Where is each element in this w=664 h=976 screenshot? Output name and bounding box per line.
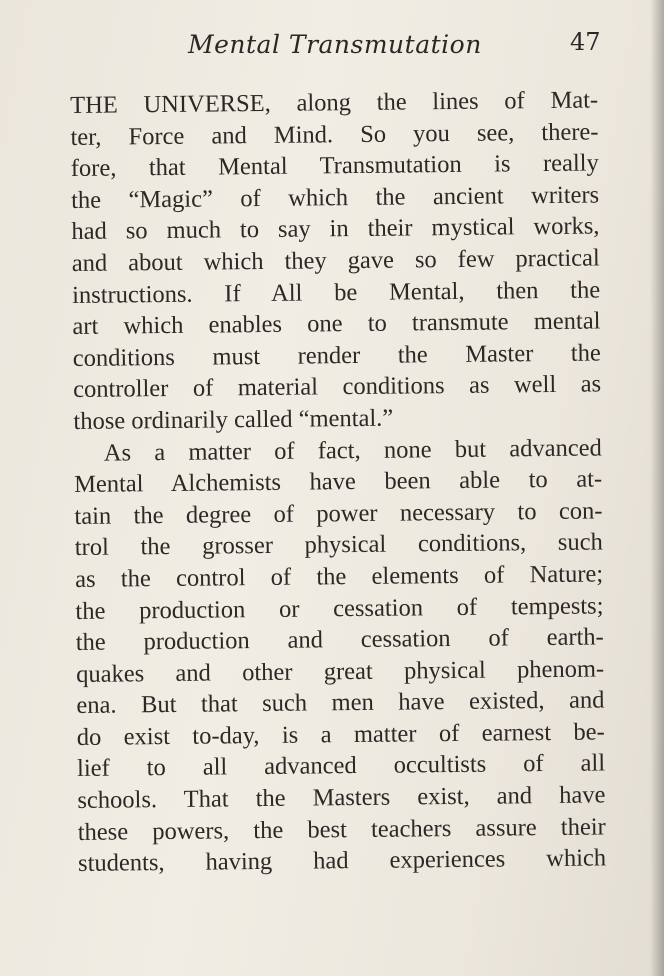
text-line: tain the degree of power necessary to con- <box>74 497 603 530</box>
text-line: and about which they gave so few practical <box>71 244 600 277</box>
text-line: conditions must render the Master the <box>72 339 601 372</box>
text-line: As a matter of fact, none but advanced <box>103 433 602 467</box>
text-line: ena. But that such men have existed, and <box>76 686 605 720</box>
text-line: these powers, the best teachers assure their <box>77 813 606 846</box>
text-line: those ordinarily called “mental.” <box>73 404 394 435</box>
running-head <box>0 26 664 66</box>
text-line: as the control of the elements of Nature; <box>74 560 604 593</box>
running-head-title: Mental Transmutation <box>188 30 482 59</box>
text-line: schools. That the Masters exist, and have <box>77 781 606 815</box>
text-line: fore, that Mental Transmutation is really <box>70 149 599 183</box>
page-number: 47 <box>570 28 601 56</box>
text-line: the “Magic” of which the ancient writers <box>71 181 600 214</box>
text-line: the production or cessation of tempests; <box>75 591 604 625</box>
paragraph-1 <box>70 84 602 437</box>
text-line: THE UNIVERSE, along the lines of Mat- <box>70 86 599 119</box>
text-line: trol the grosser physical conditions, such <box>74 528 603 562</box>
text-line: had so much to say in their mystical works, <box>71 212 600 246</box>
text-line: students, having had experiences which <box>77 844 607 878</box>
text-line: controller of material conditions as well as <box>72 370 602 404</box>
text-line: ter, Force and Mind. So you see, there- <box>70 118 599 151</box>
text-line: art which enables one to transmute mental <box>72 307 601 341</box>
paragraph-2 <box>74 432 607 880</box>
text-line: instructions. If All be Mental, then the <box>72 276 601 309</box>
text-line: the production and cessation of earth- <box>75 623 604 657</box>
text-line: do exist to-day, is a matter of earnest be- <box>76 718 605 751</box>
text-line: lief to all advanced occultists of all <box>76 749 606 783</box>
text-line: Mental Alchemists have been able to at- <box>73 465 603 499</box>
text-line: quakes and other great physical phenom- <box>75 655 605 688</box>
body-text <box>70 84 606 879</box>
